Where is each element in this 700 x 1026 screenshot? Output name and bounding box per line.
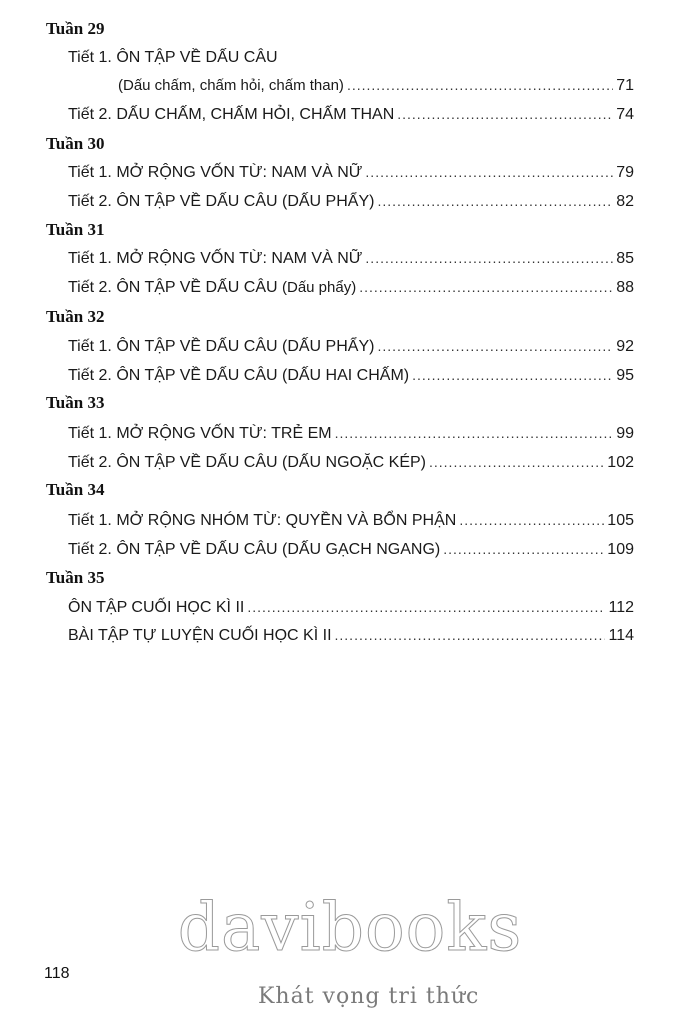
toc-entry	[68, 335, 634, 358]
entry-page-number: 112	[608, 599, 634, 616]
entry-page-number: 71	[616, 77, 634, 94]
dot-leader	[429, 451, 604, 473]
toc-entry	[68, 103, 634, 126]
entry-title: Tiết 1. ÔN TẬP VỀ DẤU CÂU (DẤU PHẨY)	[68, 338, 375, 355]
entry-page-number: 79	[616, 164, 634, 181]
toc-entry	[118, 74, 634, 97]
entry-title: Tiết 2. ÔN TẬP VỀ DẤU CÂU (DẤU NGOẶC KÉP)	[68, 454, 426, 471]
week-heading: Tuần 34	[46, 480, 105, 499]
entry-title: ÔN TẬP CUỐI HỌC KÌ II	[68, 599, 245, 616]
entry-title	[68, 277, 356, 299]
toc-entry	[68, 624, 634, 647]
entry-page-number: 109	[607, 541, 634, 558]
week-heading: Tuần 31	[46, 220, 105, 239]
week-heading: Tuần 33	[46, 393, 105, 412]
entry-page-number: 82	[616, 193, 634, 210]
week-heading: Tuần 32	[46, 307, 105, 326]
entry-title: Tiết 2. ÔN TẬP VỀ DẤU CÂU (DẤU PHẨY)	[68, 193, 375, 210]
entry-title-main: Tiết 2. ÔN TẬP VỀ DẤU CÂU	[68, 279, 278, 296]
toc-entry	[68, 364, 634, 387]
entry-title: Tiết 2. ÔN TẬP VỀ DẤU CÂU (DẤU GẠCH NGANG)	[68, 541, 441, 558]
dot-leader	[359, 276, 613, 298]
toc-entry	[68, 422, 634, 445]
toc-entry	[68, 276, 634, 299]
dot-leader	[335, 422, 614, 444]
toc-entry	[68, 596, 634, 619]
week-heading: Tuần 30	[46, 134, 105, 153]
entry-title: Tiết 2. DẤU CHẤM, CHẤM HỎI, CHẤM THAN	[68, 106, 395, 123]
dot-leader	[397, 103, 613, 125]
entry-title: BÀI TẬP TỰ LUYỆN CUỐI HỌC KÌ II	[68, 627, 332, 644]
dot-leader	[347, 74, 613, 96]
toc-entry	[68, 47, 278, 69]
dot-leader	[335, 624, 606, 646]
entry-title: Tiết 1. MỞ RỘNG VỐN TỪ: TRẺ EM	[68, 425, 332, 442]
entry-page-number: 102	[607, 454, 634, 471]
entry-page-number: 105	[607, 512, 634, 529]
entry-page-number: 88	[616, 279, 634, 296]
dot-leader	[247, 596, 605, 618]
entry-page-number: 95	[616, 367, 634, 384]
dot-leader	[377, 190, 613, 212]
toc-entry	[68, 509, 634, 532]
entry-page-number: 92	[616, 338, 634, 355]
entry-title: Tiết 1. MỞ RỘNG VỐN TỪ: NAM VÀ NỮ	[68, 164, 363, 181]
week-heading: Tuần 29	[46, 19, 105, 38]
dot-leader	[443, 538, 604, 560]
entry-title: Tiết 1. MỞ RỘNG NHÓM TỪ: QUYỀN VÀ BỔN PHẬN	[68, 512, 457, 529]
dot-leader	[459, 509, 604, 531]
entry-title-suffix: (Dấu phẩy)	[282, 279, 357, 296]
dot-leader	[377, 335, 613, 357]
entry-title: Tiết 1. MỞ RỘNG VỐN TỪ: NAM VÀ NỮ	[68, 250, 363, 267]
entry-page-number: 85	[616, 250, 634, 267]
toc-entry	[68, 538, 634, 561]
entry-title: Tiết 1. ÔN TẬP VỀ DẤU CÂU	[68, 49, 278, 66]
week-heading: Tuần 35	[46, 568, 105, 587]
page-number: 118	[44, 965, 70, 982]
entry-title: Tiết 2. ÔN TẬP VỀ DẤU CÂU (DẤU HAI CHẤM)	[68, 367, 410, 384]
toc-entry	[68, 247, 634, 270]
entry-page-number: 74	[616, 106, 634, 123]
dot-leader	[412, 364, 613, 386]
dot-leader	[365, 247, 613, 269]
dot-leader	[365, 161, 613, 183]
entry-page-number: 99	[616, 425, 634, 442]
entry-page-number: 114	[608, 627, 634, 644]
watermark-brand: davibooks	[177, 889, 523, 966]
watermark-tagline: Khát vọng tri thức	[258, 984, 480, 1009]
toc-entry	[68, 451, 634, 474]
entry-title: (Dấu chấm, chấm hỏi, chấm than)	[118, 77, 344, 94]
toc-entry	[68, 161, 634, 184]
toc-entry	[68, 190, 634, 213]
